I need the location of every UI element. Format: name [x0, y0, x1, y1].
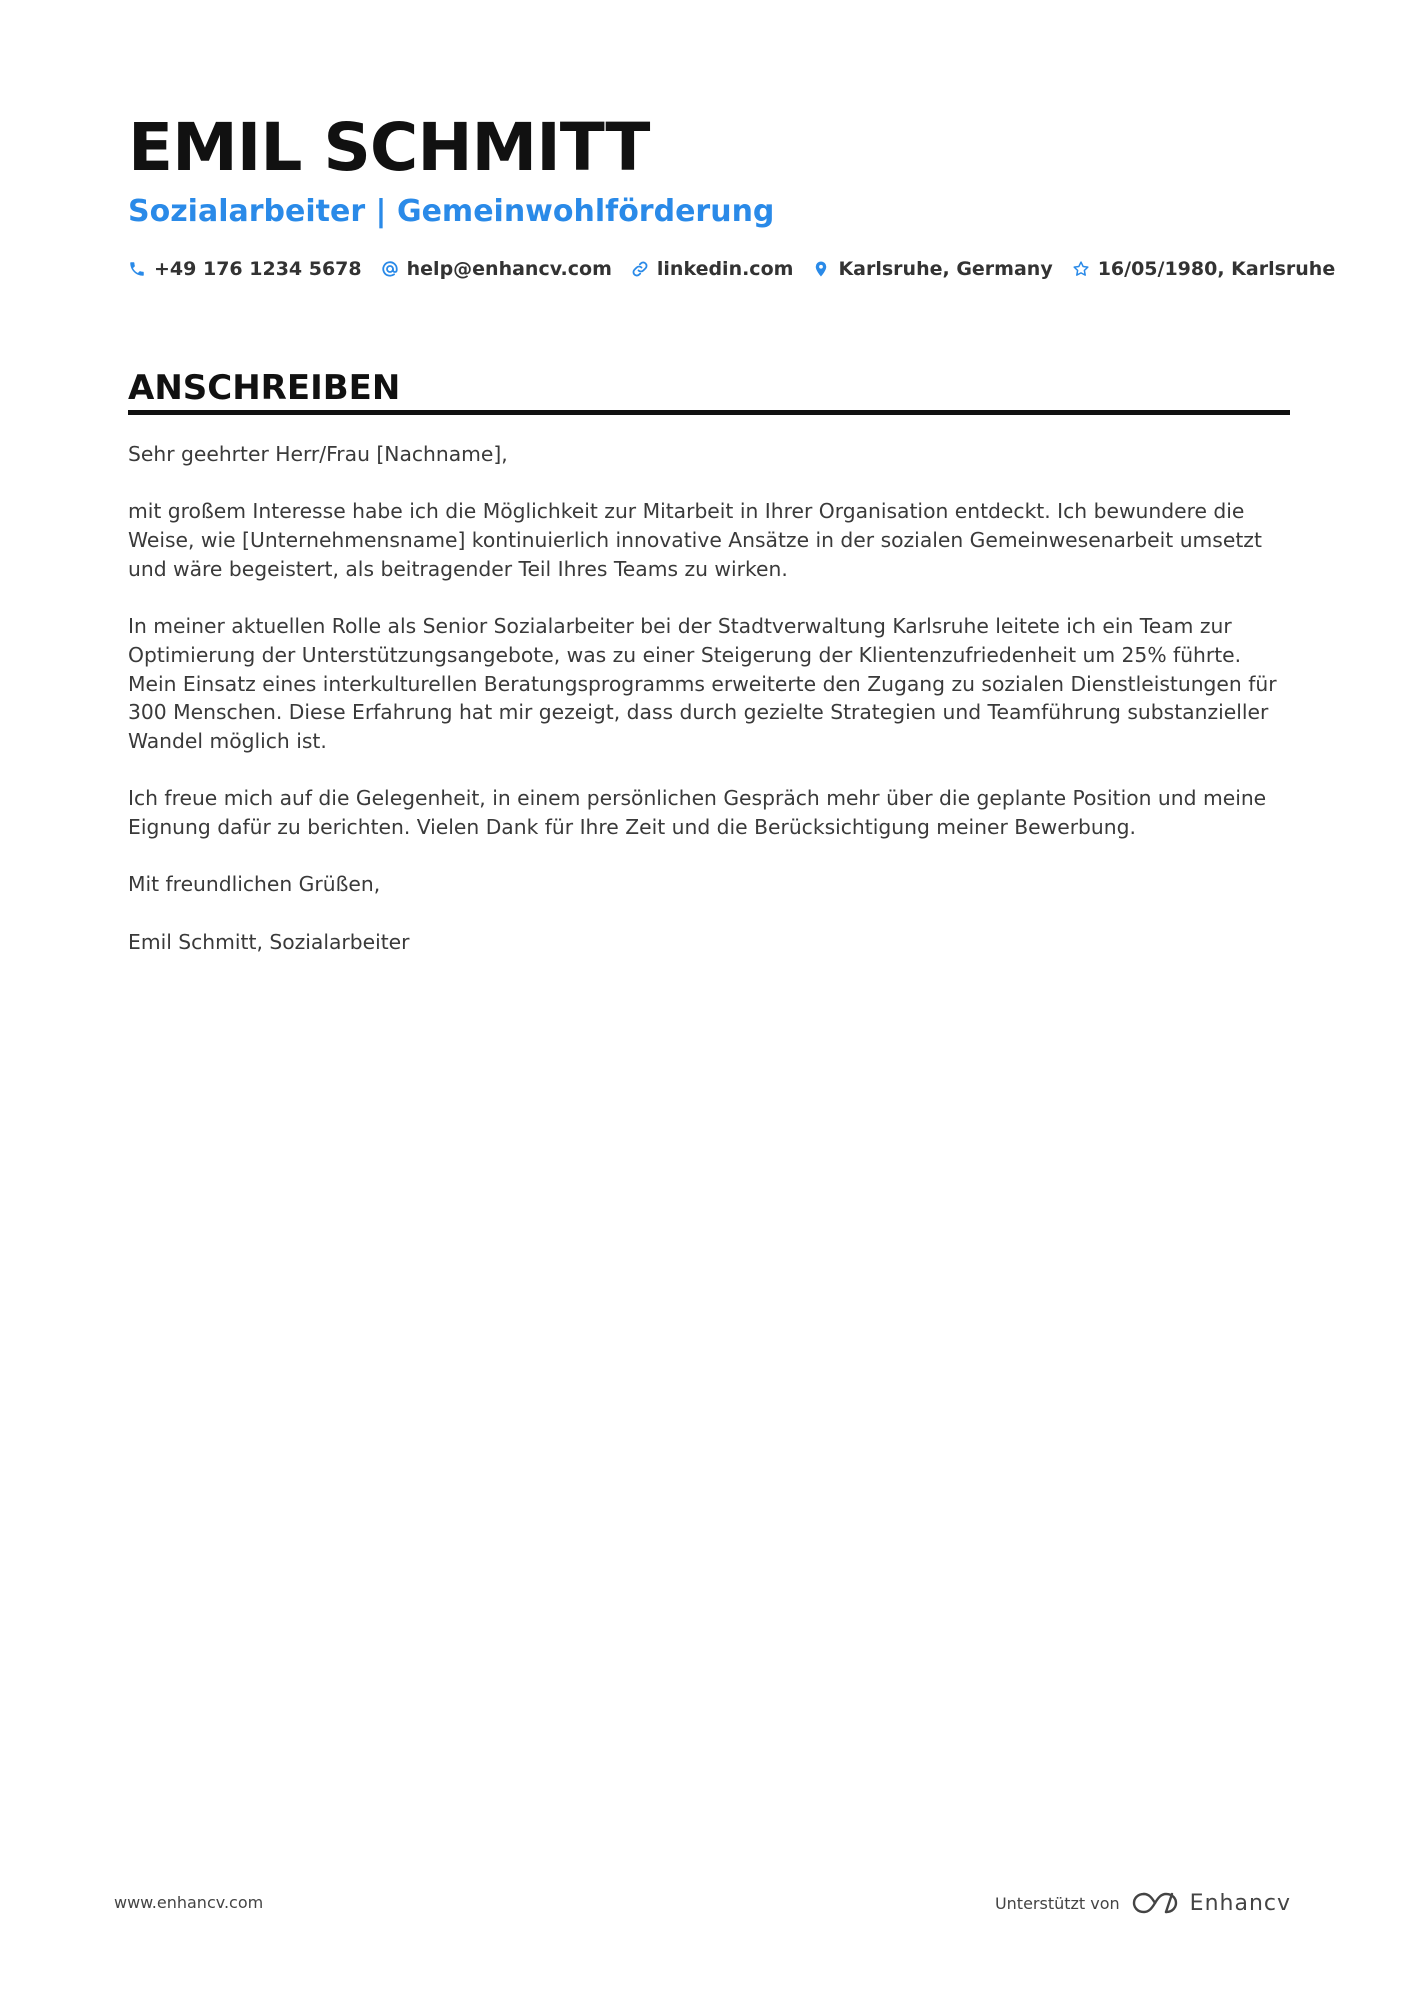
salutation: Sehr geehrter Herr/Frau [Nachname],: [128, 442, 508, 466]
closing-phrase: Mit freundlichen Grüßen,: [128, 872, 381, 897]
at-icon: [381, 260, 399, 278]
letter-body: [128, 440, 1293, 985]
powered-by-text: Unterstützt von: [994, 1893, 1120, 1913]
applicant-name: EMIL SCHMITT: [128, 109, 650, 186]
enhancv-brand-name[interactable]: Enhancv: [1189, 1890, 1291, 1916]
contact-email: [381, 258, 612, 280]
location-text: Karlsruhe, Germany: [838, 258, 1053, 280]
contact-birth: [1072, 258, 1336, 280]
enhancv-logo-icon: [1132, 1890, 1178, 1916]
birth-info: 16/05/1980, Karlsruhe: [1097, 258, 1336, 280]
phone-number[interactable]: +49 176 1234 5678: [154, 258, 362, 280]
star-icon: [1072, 260, 1090, 278]
section-title: ANSCHREIBEN: [128, 368, 401, 408]
footer-website[interactable]: www.enhancv.com: [114, 1893, 264, 1912]
contact-linkedin: [631, 258, 794, 280]
footer-branding: [995, 1886, 1291, 1920]
signature: Emil Schmitt, Sozialarbeiter: [128, 929, 410, 954]
paragraph-closing: Ich freue mich auf die Gelegenheit, in einem persönlichen Gespräch mehr über die geplante Position und meine Eignung dafür zu berichten. Vielen Dank für Ihre Zeit und die Berücksichtigung meiner Bewerbung.: [128, 786, 1267, 840]
link-icon: [631, 260, 649, 278]
job-title: Sozialarbeiter | Gemeinwohlförderung: [128, 194, 775, 229]
contact-phone: [128, 258, 362, 280]
location-pin-icon: [812, 260, 830, 278]
phone-icon: [128, 260, 146, 278]
paragraph-experience: In meiner aktuellen Rolle als Senior Sozialarbeiter bei der Stadtverwaltung Karlsruhe leitete ich ein Team zur Optimierung der Unterstützungsangebote, was zu einer Steigerung der Klientenzufriedenheit um 25% führte. Mein Einsatz eines interkulturellen Beratungsprogramms erweiterte den Zugang zu sozialen Dienstleistungen für 300 Menschen. Diese Erfahrung hat mir gezeigt, dass durch gezielte Strategien und Teamführung substanzieller Wandel möglich ist.: [128, 614, 1277, 753]
contact-location: [812, 258, 1052, 280]
linkedin-link[interactable]: linkedin.com: [656, 258, 794, 280]
contact-bar: [128, 254, 1354, 284]
paragraph-intro: mit großem Interesse habe ich die Möglichkeit zur Mitarbeit in Ihrer Organisation entdeckt. Ich bewundere die Weise, wie [Unternehmensname] kontinuierlich innovative Ansätze in der sozialen Gemeinwesenarbeit umsetzt und wäre begeistert, als beitragender Teil Ihres Teams zu wirken.: [128, 499, 1262, 581]
email-address[interactable]: help@enhancv.com: [406, 258, 612, 280]
section-divider: [128, 410, 1290, 415]
